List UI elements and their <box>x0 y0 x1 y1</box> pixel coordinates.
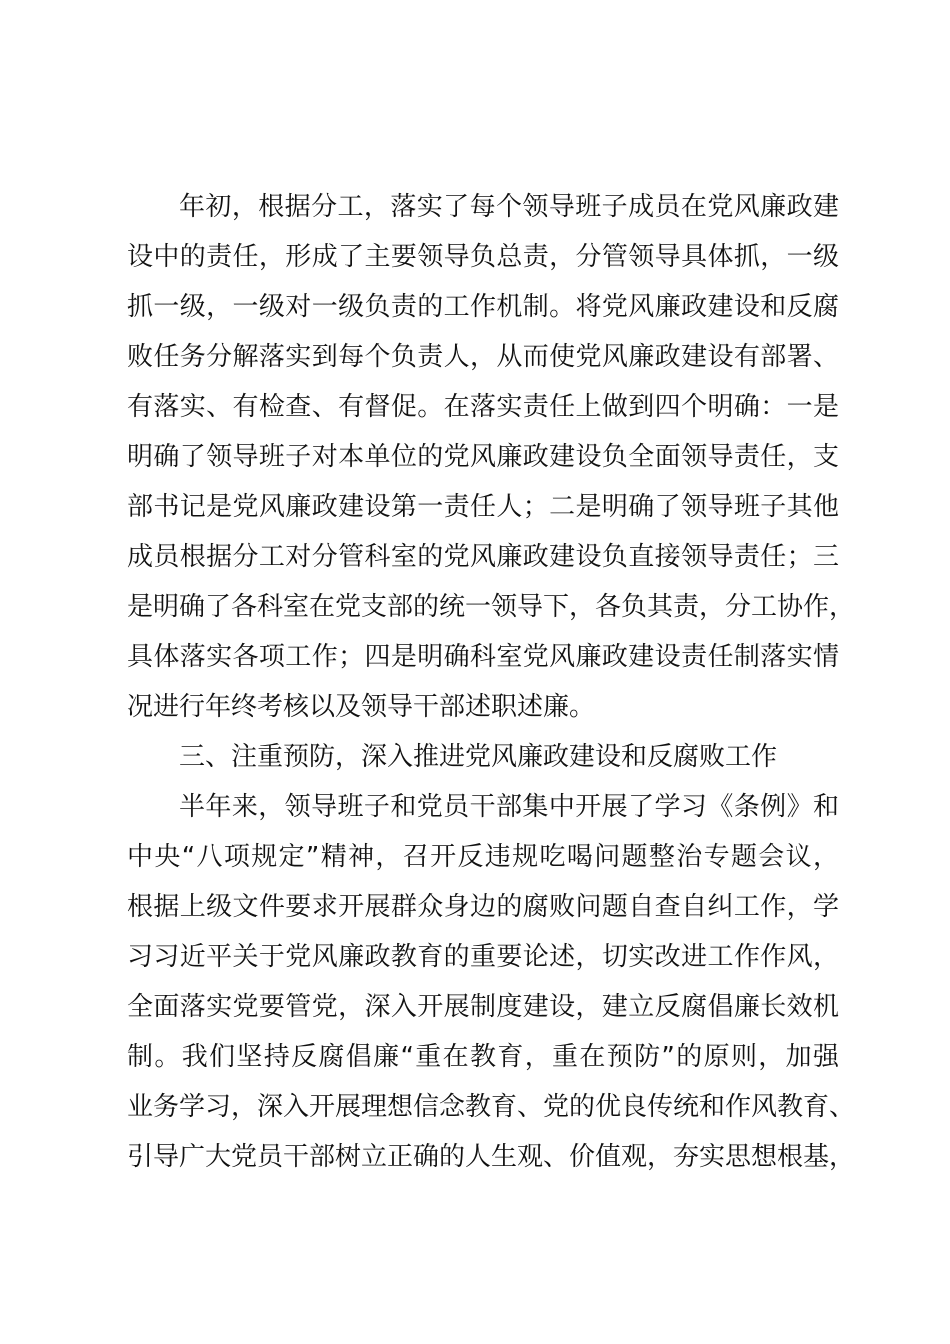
paragraph-prevention <box>127 782 856 1182</box>
paragraph-line: 抓一级，一级对一级负责的工作机制。将党风廉政建设和反腐 <box>127 292 839 322</box>
paragraph-line: 具体落实各项工作；四是明确科室党风廉政建设责任制落实情 <box>127 642 839 672</box>
document-body <box>127 182 856 1182</box>
paragraph-line: 部书记是党风廉政建设第一责任人；二是明确了领导班子其他 <box>127 492 839 522</box>
paragraph-line: 是明确了各科室在党支部的统一领导下，各负其责，分工协作， <box>127 592 856 622</box>
paragraph-line: 半年来，领导班子和党员干部集中开展了学习《条例》和 <box>179 792 839 822</box>
paragraph-line: 习习近平关于党风廉政教育的重要论述，切实改进工作作风， <box>127 942 839 972</box>
paragraph-line: 全面落实党要管党，深入开展制度建设，建立反腐倡廉长效机 <box>127 992 839 1022</box>
paragraph-line: 况进行年终考核以及领导干部述职述廉。 <box>127 692 596 722</box>
paragraph-line: 设中的责任，形成了主要领导负总责，分管领导具体抓，一级 <box>127 242 839 272</box>
paragraph-line: 明确了领导班子对本单位的党风廉政建设负全面领导责任，支 <box>127 442 839 472</box>
paragraph-line: 成员根据分工对分管科室的党风廉政建设负直接领导责任；三 <box>127 542 839 572</box>
section-heading: 三、注重预防，深入推进党风廉政建设和反腐败工作 <box>179 742 778 772</box>
paragraph-line: 业务学习，深入开展理想信念教育、党的优良传统和作风教育、 <box>127 1092 856 1122</box>
paragraph-responsibility <box>127 182 856 732</box>
paragraph-line: 年初，根据分工，落实了每个领导班子成员在党风廉政建 <box>179 192 839 222</box>
paragraph-line: 有落实、有检查、有督促。在落实责任上做到四个明确：一是 <box>127 392 839 422</box>
paragraph-line: 引导广大党员干部树立正确的人生观、价值观，夯实思想根基， <box>127 1142 856 1172</box>
paragraph-line: 制。我们坚持反腐倡廉“重在教育，重在预防”的原则，加强 <box>127 1042 839 1072</box>
paragraph-line: 根据上级文件要求开展群众身边的腐败问题自查自纠工作，学 <box>127 892 839 922</box>
paragraph-line: 中央“八项规定”精神，召开反违规吃喝问题整治专题会议， <box>127 842 839 872</box>
paragraph-line: 败任务分解落实到每个负责人，从而使党风廉政建设有部署、 <box>127 342 839 372</box>
